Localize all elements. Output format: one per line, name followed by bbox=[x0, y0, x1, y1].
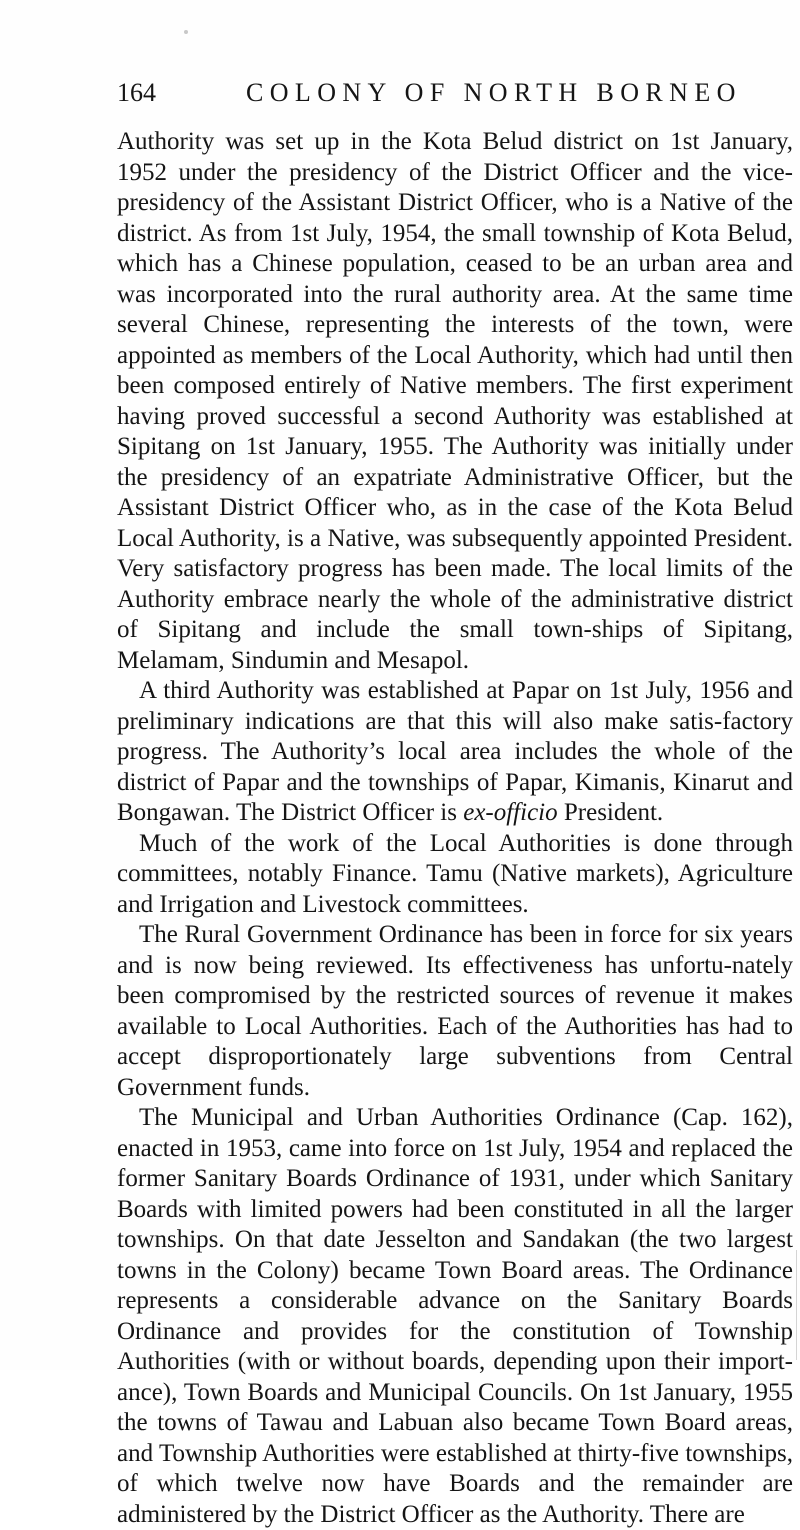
paragraph-5: The Municipal and Urban Authorities Ordinance (Cap. 162), enacted in 1953, came into force on 1st July, 1954 and replaced the former Sanitary Boards Ordinance of 1931, under which Sanitary Boards with limited powers had been constituted in all the larger townships. On that date Jesselton and Sandakan (the two largest towns in the Colony) became Town Board areas. The Ordinance represents a considerable advance on the Sanitary Boards Ordinance and provides for the constitution of Township Authorities (with or without boards, depending upon their import-ance), Town Boards and Municipal Councils. On 1st January, 1955 the towns of Tawau and Labuan also became Town Board areas, and Township Authorities were established at thirty-five townships, of which twelve now have Boards and the remainder are administered by the District Officer as the Authority. There are bbox=[117, 1104, 793, 1528]
paragraph-2 bbox=[117, 676, 793, 829]
paragraph-2-text-a: A third Authority was established at Papar on 1st July, 1956 and preliminary indications are that this will also make satis-factory progress. The Authority’s local area includes the whole of the district of Papar and the townships of Papar, Kimanis, Kinarut and Bongawan. The District Officer is bbox=[117, 677, 793, 826]
page-header bbox=[117, 78, 742, 112]
scan-edge-line bbox=[796, 1250, 797, 1360]
scan-speck bbox=[184, 30, 188, 34]
running-head: COLONY OF NORTH BORNEO bbox=[246, 78, 742, 107]
paragraph-2-text-b: President. bbox=[557, 799, 664, 826]
paragraph-3: Much of the work of the Local Authorities is done through committees, notably Finance. Tamu (Native markets), Agriculture and Irrigation and Livestock committees. bbox=[117, 829, 793, 918]
body-text bbox=[117, 127, 793, 1530]
paragraph-2-italic: ex-officio bbox=[463, 799, 558, 826]
paragraph-4: The Rural Government Ordinance has been in force for six years and is now being reviewed. Its effectiveness has unfortu-nately been compromised by the restricted sources of revenue it makes available to Local Authorities. Each of the Authorities has had to accept disproportionately large subventions from Central Government funds. bbox=[117, 921, 793, 1101]
page-number: 164 bbox=[117, 78, 156, 107]
paragraph-1: Authority was set up in the Kota Belud district on 1st January, 1952 under the presidency of the District Officer and the vice-presidency of the Assistant District Officer, who is a Native of the district. As from 1st July, 1954, the small township of Kota Belud, which has a Chinese population, ceased to be an urban area and was incorporated into the rural authority area. At the same time several Chinese, representing the interests of the town, were appointed as members of the Local Authority, which had until then been composed entirely of Native members. The first experiment having proved successful a second Authority was established at Sipitang on 1st January, 1955. The Authority was initially under the presidency of an expatriate Administrative Officer, but the Assistant District Officer who, as in the case of the Kota Belud Local Authority, is a Native, was subsequently appointed President. Very satisfactory progress has been made. The local limits of the Authority embrace nearly the whole of the administrative district of Sipitang and include the small town-ships of Sipitang, Melamam, Sindumin and Mesapol. bbox=[117, 128, 793, 674]
